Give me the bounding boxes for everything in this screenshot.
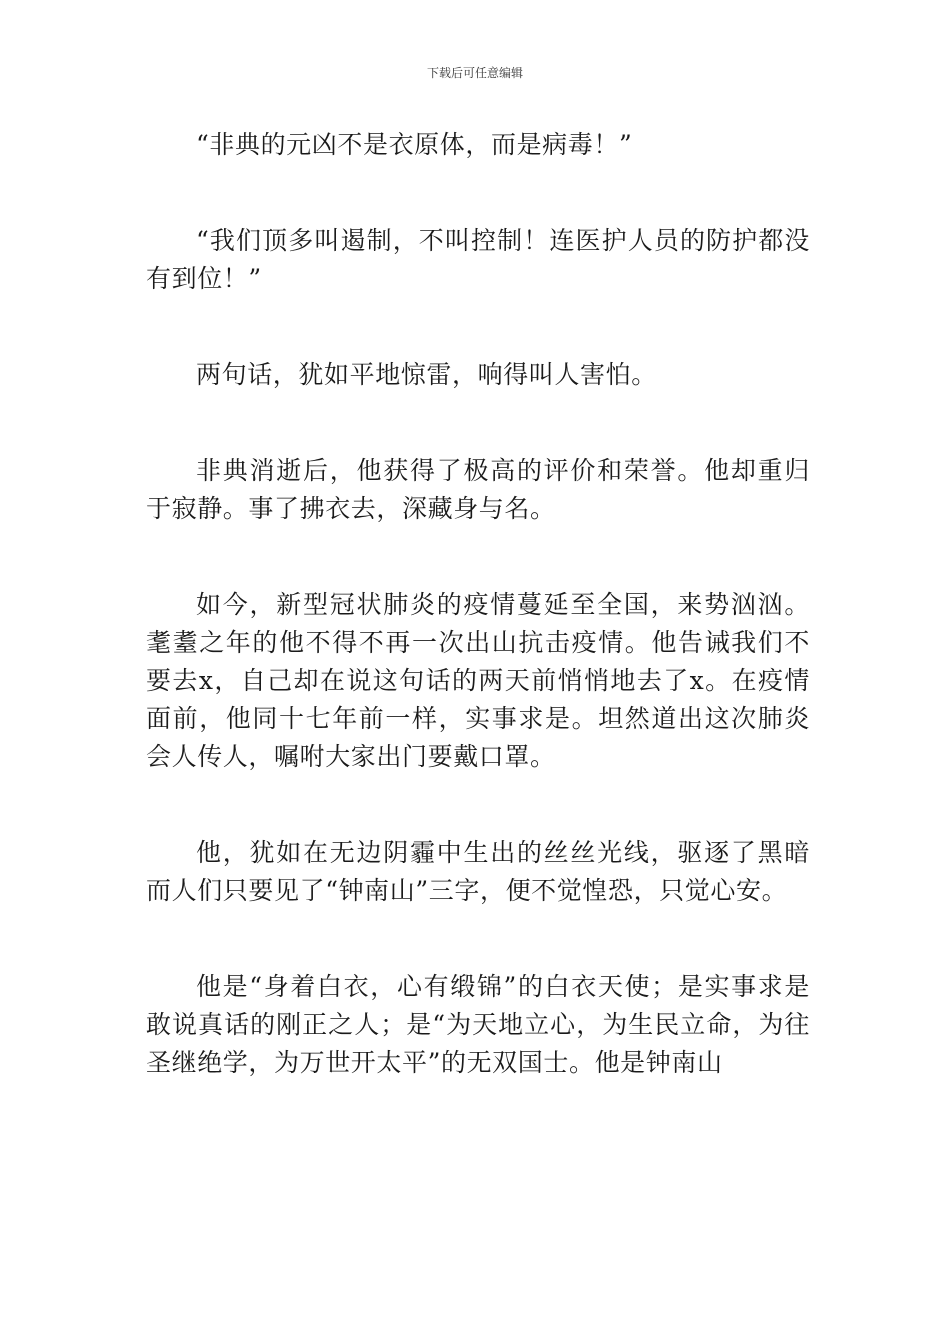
document-body xyxy=(146,126,810,1140)
paragraph-quote-1: “非典的元凶不是衣原体，而是病毒！” xyxy=(196,130,633,159)
page-header: 下载后可任意编辑 xyxy=(426,66,523,80)
paragraph-after-sars: 非典消逝后，他获得了极高的评价和荣誉。他却重归于寂静。事了拂衣去，深藏身与名。 xyxy=(146,456,810,523)
paragraph-covid: 如今，新型冠状肺炎的疫情蔓延至全国，来势汹汹。耄耋之年的他不得不再一次出山抗击疫情。他告诫我们不要去x，自己却在说这句话的两天前悄悄地去了x。在疫情面前，他同十七年前一样，实事求是。坦然道出这次肺炎会人传人，嘱咐大家出门要戴口罩。 xyxy=(146,590,810,771)
paragraph-tribute: 他是“身着白衣，心有缎锦”的白衣天使；是实事求是敢说真话的刚正之人；是“为天地立心，为生民立命，为往圣继绝学，为万世开太平”的无双国士。他是钟南山 xyxy=(146,972,810,1077)
paragraph-quote-2: “我们顶多叫遏制，不叫控制！连医护人员的防护都没有到位！” xyxy=(146,226,810,293)
paragraph-light: 他，犹如在无边阴霾中生出的丝丝光线，驱逐了黑暗而人们只要见了“钟南山”三字，便不觉惶恐，只觉心安。 xyxy=(146,838,810,905)
paragraph-thunder: 两句话，犹如平地惊雷，响得叫人害怕。 xyxy=(196,360,657,389)
